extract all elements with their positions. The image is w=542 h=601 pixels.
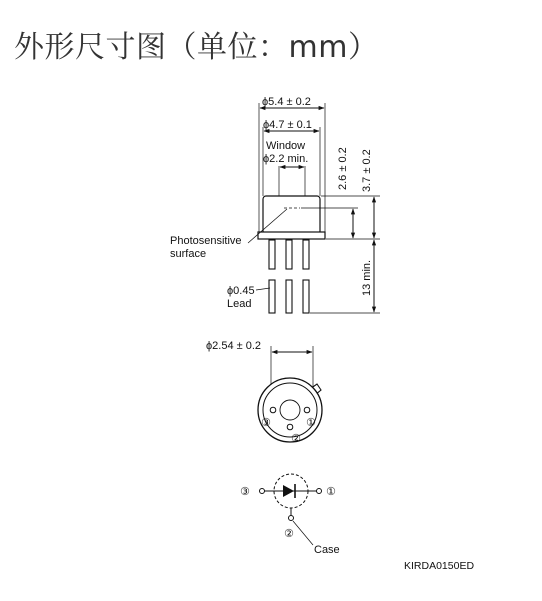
bottom-pin-1-label: ① (306, 417, 316, 429)
surface-height-label: 2.6 ± 0.2 (337, 147, 349, 190)
terminal-1 (317, 489, 322, 494)
pin-2-hole (287, 424, 293, 430)
cap-diameter-label: ϕ4.7 ± 0.1 (263, 119, 312, 131)
lead-leader (256, 288, 270, 290)
photosensitive-label: Photosensitive (170, 235, 242, 247)
lead-2-lower (286, 280, 292, 313)
case-label: Case (314, 544, 340, 556)
drawing-code: KIRDA0150ED (404, 560, 475, 572)
photosensitive-label-2: surface (170, 248, 207, 260)
window-diameter-label: ϕ2.2 min. (263, 153, 309, 165)
pin-spacing-label: ϕ2.54 ± 0.2 (206, 340, 262, 352)
page-title: 外形尺寸图（单位：mm） (14, 30, 379, 65)
bottom-pin-2-label: ② (291, 433, 301, 445)
window-label: Window (266, 140, 306, 152)
lead-length-label: 13 min. (361, 259, 373, 296)
terminal-2 (289, 516, 294, 521)
pin-3-hole (270, 407, 276, 413)
lead-label: Lead (227, 298, 252, 310)
lead-1-upper (303, 240, 309, 269)
lead-diameter-label: ϕ0.45 (227, 285, 255, 297)
lead-3-lower (269, 280, 275, 313)
lead-1-lower (303, 280, 309, 313)
can-cap (263, 196, 320, 234)
total-height-label: 3.7 ± 0.2 (361, 149, 373, 192)
side-view (170, 96, 380, 313)
bottom-view (206, 340, 322, 445)
outer-diameter-label: ϕ5.4 ± 0.2 (262, 96, 311, 108)
case-leader (293, 521, 313, 545)
can-flange (258, 232, 325, 239)
lead-2-upper (286, 240, 292, 269)
schematic-pin-1-label: ① (326, 486, 336, 498)
lead-3-upper (269, 240, 275, 269)
outer-flange-circle (258, 378, 322, 442)
bottom-pin-3-label: ③ (261, 417, 271, 429)
schematic-pin-2-label: ② (284, 528, 294, 540)
pin-1-hole (304, 407, 310, 413)
schematic-pin-3-label: ③ (240, 486, 250, 498)
terminal-3 (260, 489, 265, 494)
schematic (240, 474, 340, 556)
photodiode-icon (283, 485, 294, 497)
